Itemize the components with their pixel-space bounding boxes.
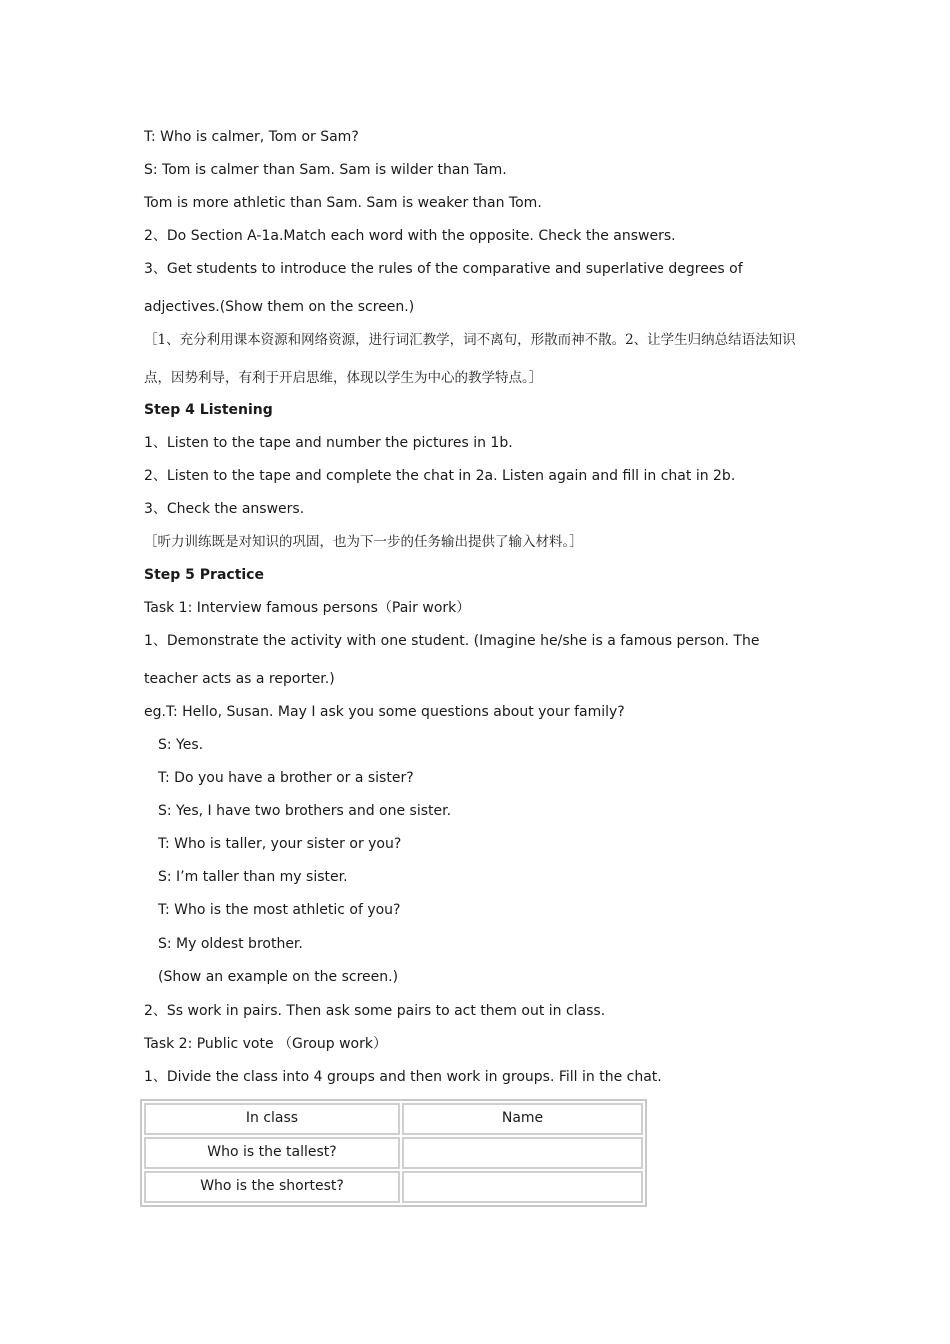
chinese-note: ［1、充分利用课本资源和网络资源，进行词汇教学，词不离句，形散而神不散。2、让学生归纳总结语法知识 [144,332,796,348]
table-cell [402,1137,643,1169]
list-item: 2、Do Section A-1a.Match each word with the opposite. Check the answers. [144,228,676,244]
list-item: 1、Divide the class into 4 groups and then work in groups. Fill in the chat. [144,1069,662,1085]
table-row [144,1171,643,1203]
chinese-note: 点，因势利导，有利于开启思维，体现以学生为中心的教学特点。］ [144,370,543,386]
dialogue-line: eg.T: Hello, Susan. May I ask you some questions about your family? [144,704,625,720]
dialogue-line: S: I’m taller than my sister. [158,869,348,885]
text-line: adjectives.(Show them on the screen.) [144,299,415,315]
text-line: (Show an example on the screen.) [158,969,399,985]
list-item: 1、Demonstrate the activity with one student. (Imagine he/she is a famous person. The [144,633,760,649]
list-item: 1、Listen to the tape and number the pictures in 1b. [144,435,513,451]
dialogue-line: S: My oldest brother. [158,936,303,952]
task-title: Task 1: Interview famous persons（Pair work） [144,600,471,616]
dialogue-line: S: Tom is calmer than Sam. Sam is wilder than Tam. [144,162,507,178]
dialogue-line: T: Who is calmer, Tom or Sam? [144,129,359,145]
table-header-row [144,1103,643,1135]
text-line: Tom is more athletic than Sam. Sam is weaker than Tom. [144,195,542,211]
list-item: 2、Listen to the tape and complete the chat in 2a. Listen again and fill in chat in 2b. [144,468,736,484]
table-cell [402,1171,643,1203]
text-line: teacher acts as a reporter.) [144,671,335,687]
dialogue-line: S: Yes. [158,737,204,753]
list-item: 2、Ss work in pairs. Then ask some pairs to act them out in class. [144,1003,606,1019]
chinese-note: ［听力训练既是对知识的巩固，也为下一步的任务输出提供了输入材料。］ [144,534,583,550]
section-heading: Step 4 Listening [144,402,273,418]
dialogue-line: T: Who is the most athletic of you? [158,902,401,918]
table-cell: Who is the tallest? [144,1137,400,1169]
list-item: 3、Check the answers. [144,501,305,517]
section-heading: Step 5 Practice [144,567,264,583]
task-title: Task 2: Public vote （Group work） [144,1036,387,1052]
dialogue-line: T: Who is taller, your sister or you? [158,836,402,852]
table-cell: Who is the shortest? [144,1171,400,1203]
table-header-cell: Name [402,1103,643,1135]
dialogue-line: S: Yes, I have two brothers and one sister. [158,803,452,819]
table-row [144,1137,643,1169]
vote-table [140,1099,647,1207]
list-item: 3、Get students to introduce the rules of the comparative and superlative degrees of [144,261,743,277]
dialogue-line: T: Do you have a brother or a sister? [158,770,414,786]
table-header-cell: In class [144,1103,400,1135]
